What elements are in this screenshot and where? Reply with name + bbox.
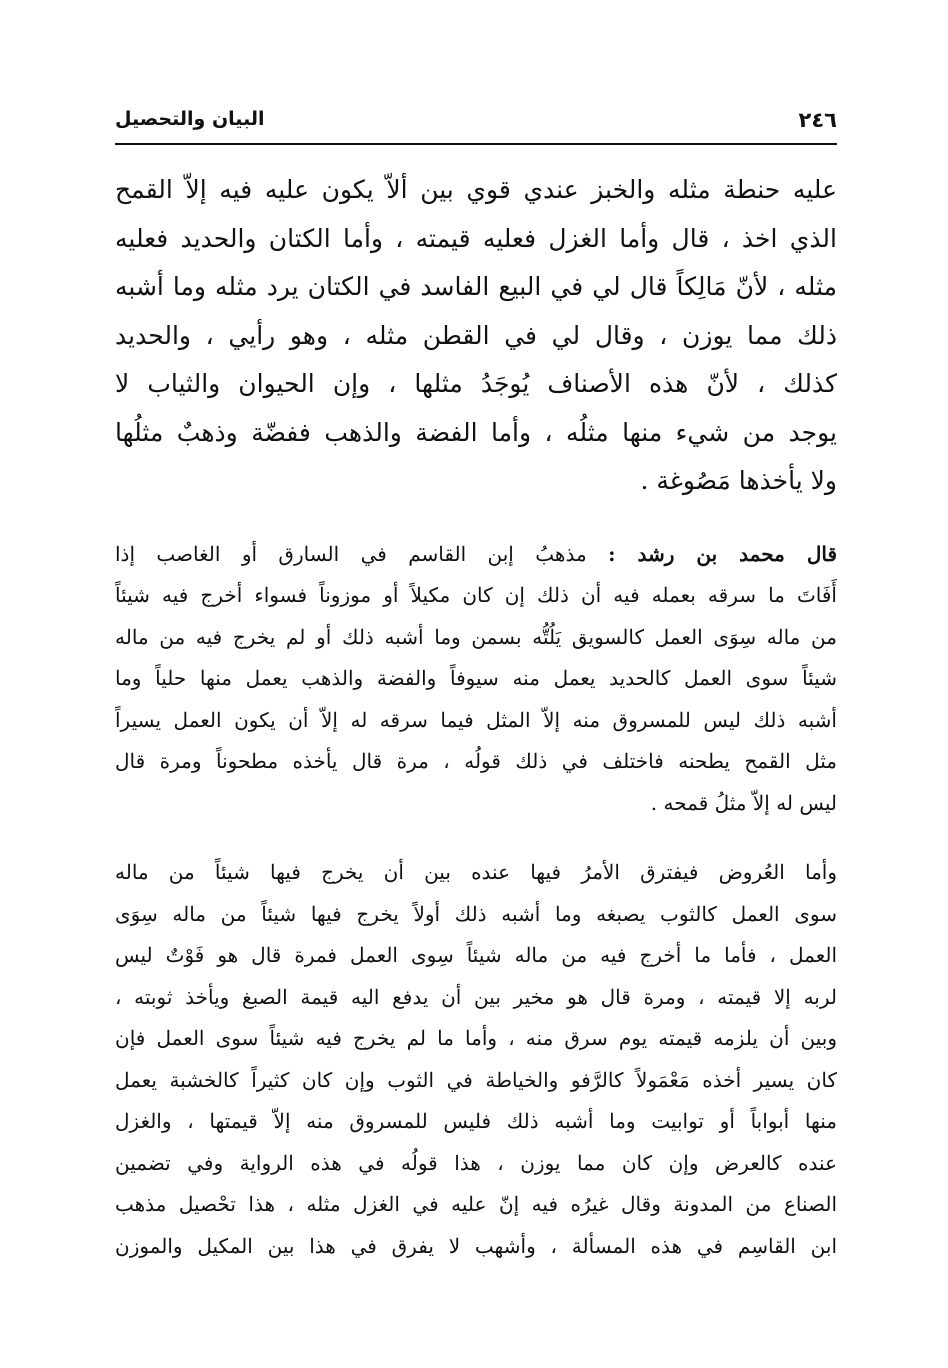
text-line: وأما العُروض فيفترق الأمرُ فيها عنده بين أن يخرج فيها شيئاً من ماله — [115, 860, 837, 884]
text-line: وبين أن يلزمه قيمته يوم سرق منه ، وأما ما لم يخرج فيه شيئاً سوى العمل فإن — [115, 1026, 837, 1050]
text-line: يوجد من شيء منها مثلُه ، وأما الفضة والذهب ففضّة وذهبٌ مثلُها — [115, 417, 837, 447]
paragraph-commentary — [115, 534, 837, 825]
text-line: أَفَاتَ ما سرقه بعمله فيه أن ذلك إن كان مكيلاً أو موزوناً فسواء أخرج فيه شيئاً — [115, 583, 837, 607]
text-line: كان يسير أخذه مَعْمَولاً كالرَّفو والخياطة في الثوب وإن كان كثيراً كالخشبة يعمل — [115, 1067, 837, 1092]
text-line: شيئاً سوى العمل كالحديد يعمل منه سيوفاً والفضة والذهب يعمل منها حلياً وما — [115, 666, 837, 690]
text-line: من ماله سِوَى العمل كالسويق يَلُتُّه بسمن وما أشبه ذلك أو لم يخرج فيه من ماله — [115, 624, 837, 649]
text-line: مثله ، لأنّ مَالِكاً قال لي في البيع الفاسد في الكتان يرد مثله وما أشبه — [115, 272, 837, 301]
text-line: العمل ، فأما ما أخرج فيه من ماله شيئاً سِوى العمل فمرة قال هو فَوْتٌ ليس — [115, 943, 837, 967]
text-line — [115, 534, 837, 576]
text-line: سوى العمل كالثوب يصبغه وما أشبه ذلك أولاً يخرج فيها شيئاً من ماله سِوَى — [115, 901, 837, 926]
paragraph-quoted-text — [115, 166, 837, 506]
text-line: منها أبواباً أو توابيت وما أشبه ذلك فليس للمسروق منه إلاّ قيمتها ، والغزل — [115, 1109, 837, 1133]
text-line: عليه حنطة مثله والخبز عندي قوي بين ألاّ يكون عليه فيه إلاّ القمح — [115, 175, 837, 204]
text-line: كذلك ، لأنّ هذه الأصناف يُوجَدُ مثلها ، وإن الحيوان والثياب لا — [115, 369, 837, 398]
running-title: البيان والتحصيل — [115, 108, 265, 130]
text-line: ابن القاسِم في هذه المسألة ، وأشهب لا يفرق في هذا بين المكيل والموزن — [115, 1233, 837, 1258]
text-line: ليس له إلاّ مثلُ قمحه . — [650, 790, 837, 815]
text-line: عنده كالعرض وإن كان مما يوزن ، هذا قولُه في هذه الرواية وفي تضمين — [115, 1150, 837, 1175]
page-header — [115, 108, 837, 142]
text-line: ولا يأخذها مَصُوغة . — [640, 466, 837, 495]
text-line: مثل القمح يطحنه فاختلف في ذلك قولُه ، مرة قال يأخذه مطحوناً ومرة قال — [115, 749, 837, 773]
text-line: الصناع من المدونة وقال غيرُه فيه إنّ عليه في الغزل مثله ، هذا تحْصيل مذهب — [115, 1192, 837, 1216]
text-line: ذلك مما يوزن ، وقال لي في القطن مثله ، وهو رأيي ، والحديد — [115, 320, 837, 350]
text-line: الذي اخذ ، قال وأما الغزل فعليه قيمته ، وأما الكتان والحديد فعليه — [115, 223, 837, 253]
page-body — [115, 166, 837, 1267]
text-span: مذهبُ إبن القاسم في السارق أو الغاصب إذا — [115, 541, 587, 566]
text-line: لربه إلا قيمته ، ومرة قال هو مخير بين أن يدفع اليه قيمة الصبغ ويأخذ ثوبته ، — [115, 984, 837, 1009]
page-number: ٢٤٦ — [798, 108, 837, 132]
paragraph-commentary — [115, 852, 837, 1267]
header-rule — [115, 143, 837, 145]
commentary-lead: قال محمد بن رشد : — [608, 541, 837, 566]
text-line: أشبه ذلك ليس للمسروق منه إلاّ المثل فيما سرقه له إلاّ أن يكون العمل يسيراً — [115, 707, 837, 732]
